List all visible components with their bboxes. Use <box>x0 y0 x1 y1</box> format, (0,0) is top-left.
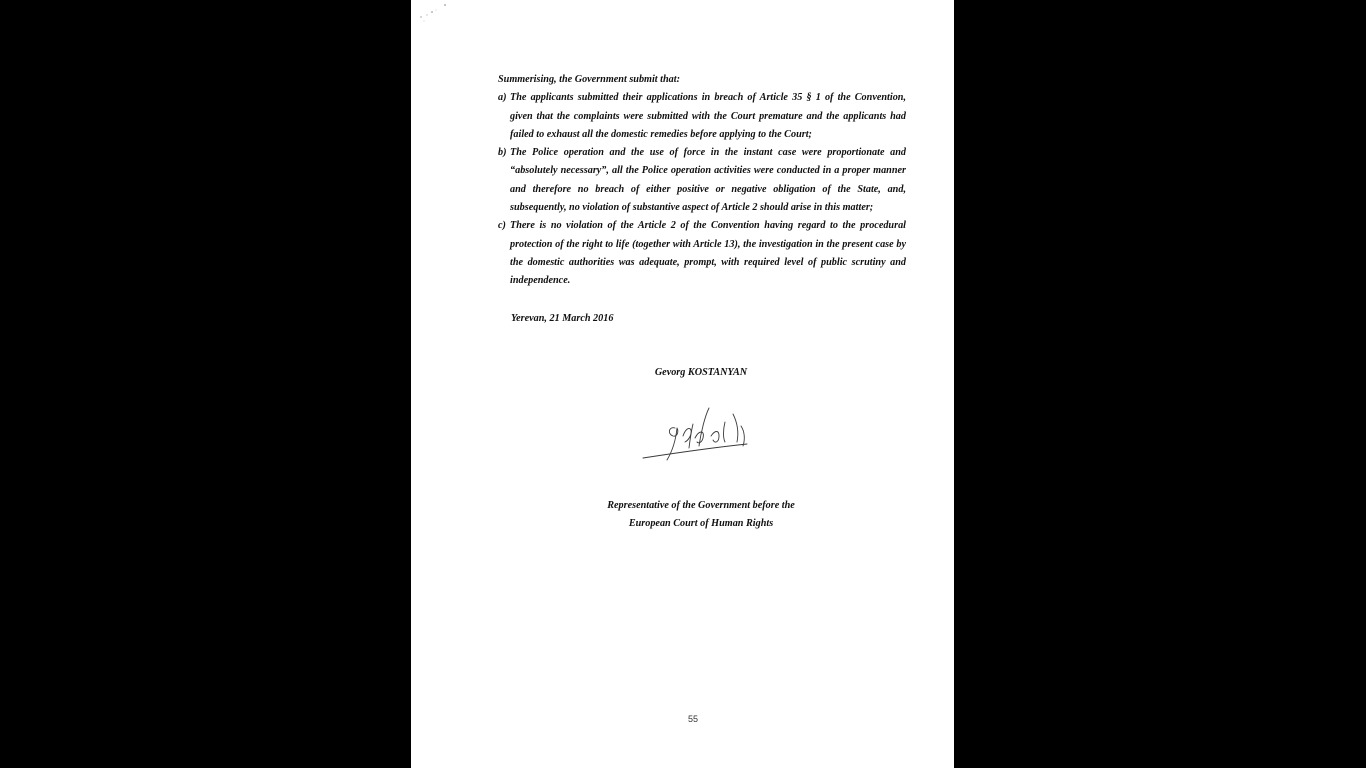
page-number: 55 <box>687 714 698 724</box>
item-text: There is no violation of the Article 2 of the Convention having regard to the procedural protection of the right to life (together with Article 13), the investigation in the present case by the domestic authorities was adequate, prompt, with required level of public scrutiny and independence. <box>510 220 906 287</box>
item-marker: a) <box>498 92 507 104</box>
role-line-1: Representative of the Government before the <box>607 500 795 511</box>
role-line-2: European Court of Human Rights <box>628 518 774 529</box>
lead-sentence: Summerising, the Government submit that: <box>498 74 680 85</box>
handwritten-signature <box>639 402 759 468</box>
scan-marks <box>411 0 471 30</box>
place-date: Yerevan, 21 March 2016 <box>511 313 614 324</box>
conclusion-item-b <box>498 144 906 217</box>
conclusion-item-c <box>498 217 906 290</box>
item-text: The Police operation and the use of force in the instant case were proportionate and “absolutely necessary”, all the Police operation activities were conducted in a proper manner and therefore no breach of either positive or negative obligation of the State, and, subsequently, no violation of substantive aspect of Article 2 should arise in this matter; <box>510 147 906 214</box>
signatory-name: Gevorg KOSTANYAN <box>654 367 748 378</box>
representative-title <box>411 497 954 533</box>
conclusion-item-a <box>498 89 906 144</box>
item-marker: c) <box>498 220 506 232</box>
conclusion-text <box>498 71 906 291</box>
item-text: The applicants submitted their applications in breach of Article 35 § 1 of the Convention, given that the complaints were submitted with the Court premature and the applicants had failed to exhaust all the domestic remedies before applying to the Court; <box>510 92 906 140</box>
item-marker: b) <box>498 147 507 159</box>
document-page <box>411 0 954 768</box>
